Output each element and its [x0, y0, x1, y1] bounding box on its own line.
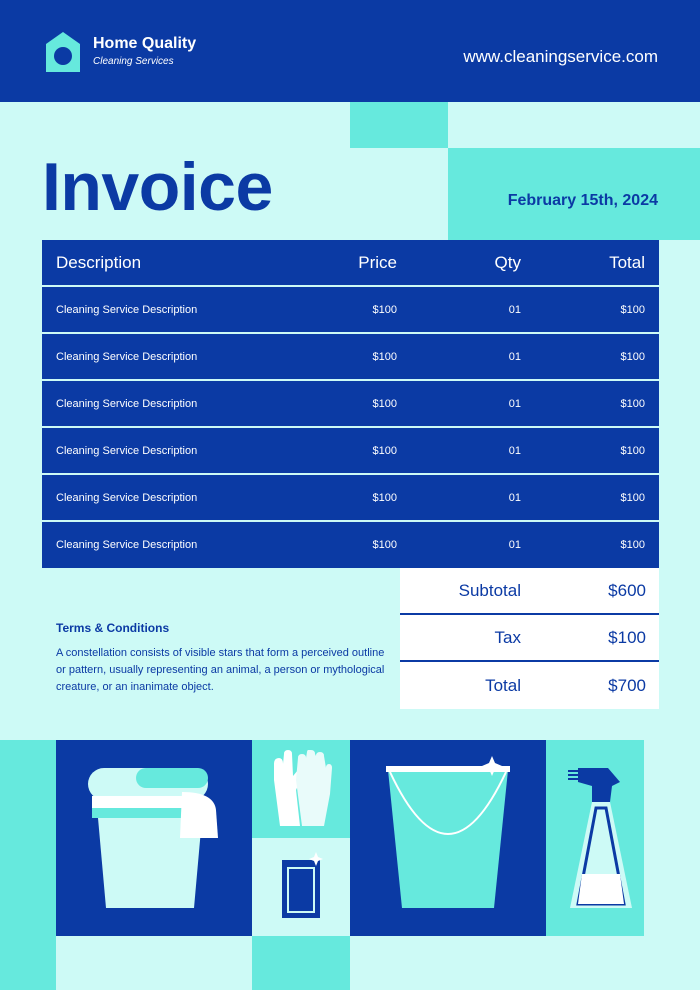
- table-row: [42, 522, 659, 568]
- row-price: $100: [372, 491, 397, 504]
- row-qty: 01: [508, 444, 521, 457]
- header-price: Price: [358, 252, 397, 272]
- page-title: Invoice: [42, 149, 273, 225]
- terms-heading: Terms & Conditions: [56, 621, 170, 635]
- row-price: $100: [372, 350, 397, 363]
- row-description: Cleaning Service Description: [56, 303, 198, 316]
- table-row: [42, 334, 659, 381]
- brand-tagline: Cleaning Services: [93, 56, 174, 67]
- invoice-table: [42, 240, 659, 568]
- row-description: Cleaning Service Description: [56, 350, 198, 363]
- brand-name: Home Quality: [93, 35, 197, 52]
- decor-block: [0, 740, 56, 990]
- row-qty: 01: [508, 397, 521, 410]
- row-qty: 01: [508, 539, 521, 551]
- row-total: $100: [620, 350, 645, 363]
- bucket-towel-icon: [86, 766, 222, 916]
- table-row: [42, 381, 659, 428]
- terms-body: A constellation consists of visible stars that form a perceived outline or pattern, usually representing an animal, a person or mythological creature, or an inanimate object.: [56, 647, 385, 693]
- row-description: Cleaning Service Description: [56, 491, 198, 504]
- row-qty: 01: [508, 350, 521, 363]
- house-logo-icon: [46, 32, 80, 72]
- website-link[interactable]: www.cleaningservice.com: [463, 47, 658, 66]
- tax-row: [400, 615, 659, 662]
- row-price: $100: [372, 444, 397, 457]
- row-description: Cleaning Service Description: [56, 539, 198, 551]
- header-total: Total: [609, 252, 645, 272]
- spray-bottle-icon: [562, 764, 636, 914]
- row-total: $100: [620, 539, 645, 551]
- table-header: [42, 240, 659, 287]
- row-price: $100: [372, 397, 397, 410]
- row-total: $100: [620, 397, 645, 410]
- row-description: Cleaning Service Description: [56, 444, 198, 457]
- row-total: $100: [620, 491, 645, 504]
- row-qty: 01: [508, 491, 521, 504]
- tax-value: $100: [608, 627, 646, 647]
- header-qty: Qty: [494, 252, 521, 272]
- gloves-icon: [270, 750, 332, 828]
- decor-block: [252, 936, 350, 990]
- row-qty: 01: [508, 303, 521, 316]
- row-price: $100: [372, 539, 397, 551]
- tax-label: Tax: [494, 627, 521, 647]
- subtotal-label: Subtotal: [458, 580, 521, 600]
- total-value: $700: [608, 675, 646, 695]
- totals-box: [400, 568, 659, 709]
- pail-icon: [384, 756, 514, 912]
- row-description: Cleaning Service Description: [56, 397, 198, 410]
- row-price: $100: [372, 303, 397, 316]
- total-label: Total: [485, 675, 521, 695]
- subtotal-value: $600: [608, 580, 646, 600]
- total-row: [400, 662, 659, 709]
- decor-block: [350, 102, 448, 148]
- table-row: [42, 428, 659, 475]
- row-total: $100: [620, 303, 645, 316]
- row-total: $100: [620, 444, 645, 457]
- header-description: Description: [56, 252, 142, 272]
- subtotal-row: [400, 568, 659, 615]
- table-row: [42, 287, 659, 334]
- invoice-date: February 15th, 2024: [507, 192, 658, 209]
- sponge-icon: [278, 852, 326, 922]
- table-row: [42, 475, 659, 522]
